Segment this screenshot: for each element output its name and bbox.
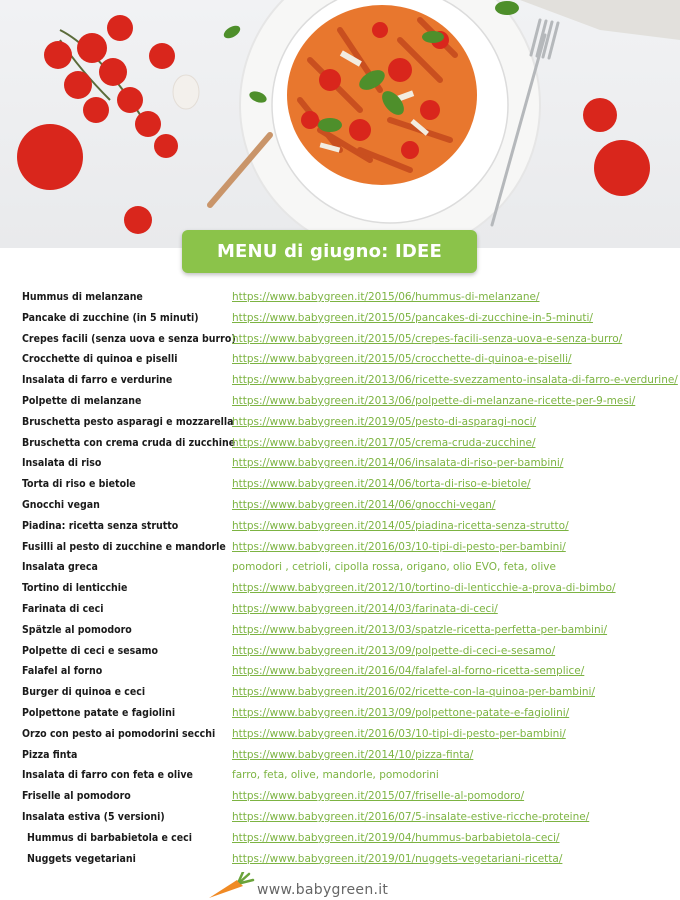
recipe-name: Piadina: ricetta senza strutto: [22, 519, 179, 532]
footer-site-url[interactable]: www.babygreen.it: [257, 882, 389, 898]
recipe-link[interactable]: https://www.babygreen.it/2014/06/gnocchi-vegan/: [232, 499, 496, 511]
recipe-name: Polpette di melanzane: [22, 395, 142, 407]
recipe-name: Insalata di riso: [22, 457, 102, 470]
list-item: [0, 746, 680, 766]
recipe-name: Pizza finta: [22, 748, 78, 761]
list-item: [0, 350, 680, 370]
recipe-ingredients: farro, feta, olive, mandorle, pomodorini: [232, 769, 439, 782]
recipe-name: Hummus di barbabietola e ceci: [27, 831, 193, 844]
list-item: [0, 454, 680, 474]
list-item: [0, 413, 680, 433]
recipe-link[interactable]: https://www.babygreen.it/2015/05/pancakes-di-zucchine-in-5-minuti/: [232, 311, 593, 324]
list-item: [0, 642, 680, 662]
recipe-link[interactable]: https://www.babygreen.it/2016/03/10-tipi-di-pesto-per-bambini/: [232, 540, 566, 553]
recipe-name: Burger di quinoa e ceci: [22, 686, 146, 699]
recipe-link[interactable]: https://www.babygreen.it/2015/07/friselle-al-pomodoro/: [232, 790, 525, 803]
list-item: [0, 330, 680, 350]
recipe-link[interactable]: https://www.babygreen.it/2013/06/polpette-di-melanzane-ricette-per-9-mesi/: [232, 395, 636, 407]
recipe-name: Hummus di melanzane: [22, 291, 143, 303]
recipe-link[interactable]: https://www.babygreen.it/2014/05/piadina-ricetta-senza-strutto/: [232, 519, 569, 532]
recipe-link[interactable]: https://www.babygreen.it/2015/05/crepes-facili-senza-uova-e-senza-burro/: [232, 332, 623, 345]
recipe-name: Nuggets vegetariani: [27, 852, 136, 865]
list-item: [0, 787, 680, 807]
recipe-name: Falafel al forno: [22, 665, 103, 678]
recipe-link[interactable]: https://www.babygreen.it/2013/06/ricette-svezzamento-insalata-di-farro-e-verdurine/: [232, 374, 678, 387]
recipe-name: Torta di riso e bietole: [22, 478, 136, 491]
recipe-name: Orzo con pesto ai pomodorini secchi: [22, 727, 216, 740]
recipe-name: Spätzle al pomodoro: [22, 623, 132, 636]
recipe-link[interactable]: https://www.babygreen.it/2017/05/crema-cruda-zucchine/: [232, 436, 536, 449]
list-item: [0, 309, 680, 329]
list-item: [0, 517, 680, 537]
page-title: MENU di giugno: IDEE: [182, 230, 477, 273]
recipe-name: Friselle al pomodoro: [22, 790, 131, 803]
list-item: [0, 392, 680, 412]
recipe-name: Crepes facili (senza uova e senza burro): [22, 332, 236, 345]
list-item: [0, 662, 680, 682]
recipe-link[interactable]: https://www.babygreen.it/2016/03/10-tipi-di-pesto-per-bambini/: [232, 727, 566, 740]
recipe-name: Crocchette di quinoa e piselli: [22, 353, 178, 366]
recipe-name: Insalata greca: [22, 561, 98, 574]
list-item: [0, 808, 680, 828]
recipe-link[interactable]: https://www.babygreen.it/2015/05/crocchette-di-quinoa-e-piselli/: [232, 353, 572, 366]
recipe-name: Pancake di zucchine (in 5 minuti): [22, 311, 199, 324]
recipe-link[interactable]: https://www.babygreen.it/2013/03/spatzle-ricetta-perfetta-per-bambini/: [232, 623, 608, 636]
footer: [205, 872, 505, 900]
recipe-name: Insalata di farro con feta e olive: [22, 769, 193, 782]
recipe-link[interactable]: https://www.babygreen.it/2014/06/torta-di-riso-e-bietole/: [232, 478, 531, 491]
recipe-link[interactable]: https://www.babygreen.it/2012/10/tortino-di-lenticchie-a-prova-di-bimbo/: [232, 582, 616, 595]
pasta-photo: [0, 0, 680, 248]
recipe-link[interactable]: https://www.babygreen.it/2016/07/5-insalate-estive-ricche-proteine/: [232, 811, 590, 823]
carrot-icon: [205, 872, 255, 900]
recipe-name: Insalata di farro e verdurine: [22, 374, 173, 387]
list-item: [0, 704, 680, 724]
list-item: [0, 600, 680, 620]
recipe-name: Polpettone patate e fagiolini: [22, 707, 176, 719]
list-item: [0, 288, 680, 308]
list-item: [0, 558, 680, 578]
list-item: [0, 475, 680, 495]
recipe-link[interactable]: https://www.babygreen.it/2016/04/falafel-al-forno-ricetta-semplice/: [232, 665, 585, 678]
recipe-link[interactable]: https://www.babygreen.it/2013/09/polpette-di-ceci-e-sesamo/: [232, 644, 556, 657]
recipe-name: Insalata estiva (5 versioni): [22, 811, 165, 823]
recipe-link[interactable]: https://www.babygreen.it/2019/01/nuggets-vegetariani-ricetta/: [232, 852, 563, 865]
list-item: [0, 621, 680, 641]
list-item: [0, 766, 680, 786]
recipe-name: Polpette di ceci e sesamo: [22, 644, 159, 657]
recipe-name: Bruschetta pesto asparagi e mozzarella: [22, 415, 234, 428]
list-item: [0, 850, 680, 870]
recipe-link[interactable]: https://www.babygreen.it/2016/02/ricette-con-la-quinoa-per-bambini/: [232, 686, 595, 699]
list-item: [0, 434, 680, 454]
recipe-link[interactable]: https://www.babygreen.it/2014/03/farinata-di-ceci/: [232, 603, 498, 615]
recipe-link[interactable]: https://www.babygreen.it/2014/10/pizza-finta/: [232, 748, 474, 761]
list-item: [0, 829, 680, 849]
list-item: [0, 538, 680, 558]
recipe-name: Gnocchi vegan: [22, 499, 100, 511]
recipe-ingredients: pomodori , cetrioli, cipolla rossa, origano, olio EVO, feta, olive: [232, 561, 556, 574]
list-item: [0, 371, 680, 391]
recipe-link[interactable]: https://www.babygreen.it/2013/09/polpettone-patate-e-fagiolini/: [232, 707, 570, 719]
hero-image: [0, 0, 680, 248]
list-item: [0, 683, 680, 703]
recipe-name: Tortino di lenticchie: [22, 582, 128, 595]
list-item: [0, 725, 680, 745]
recipe-name: Fusilli al pesto di zucchine e mandorle: [22, 540, 226, 553]
list-item: [0, 496, 680, 516]
recipe-link[interactable]: https://www.babygreen.it/2019/04/hummus-barbabietola-ceci/: [232, 831, 560, 844]
recipe-link[interactable]: https://www.babygreen.it/2014/06/insalata-di-riso-per-bambini/: [232, 457, 564, 470]
recipe-link[interactable]: https://www.babygreen.it/2015/06/hummus-di-melanzane/: [232, 291, 540, 303]
recipe-link[interactable]: https://www.babygreen.it/2019/05/pesto-di-asparagi-noci/: [232, 415, 537, 428]
list-item: [0, 579, 680, 599]
recipe-name: Bruschetta con crema cruda di zucchine: [22, 436, 236, 449]
recipe-name: Farinata di ceci: [22, 603, 104, 615]
